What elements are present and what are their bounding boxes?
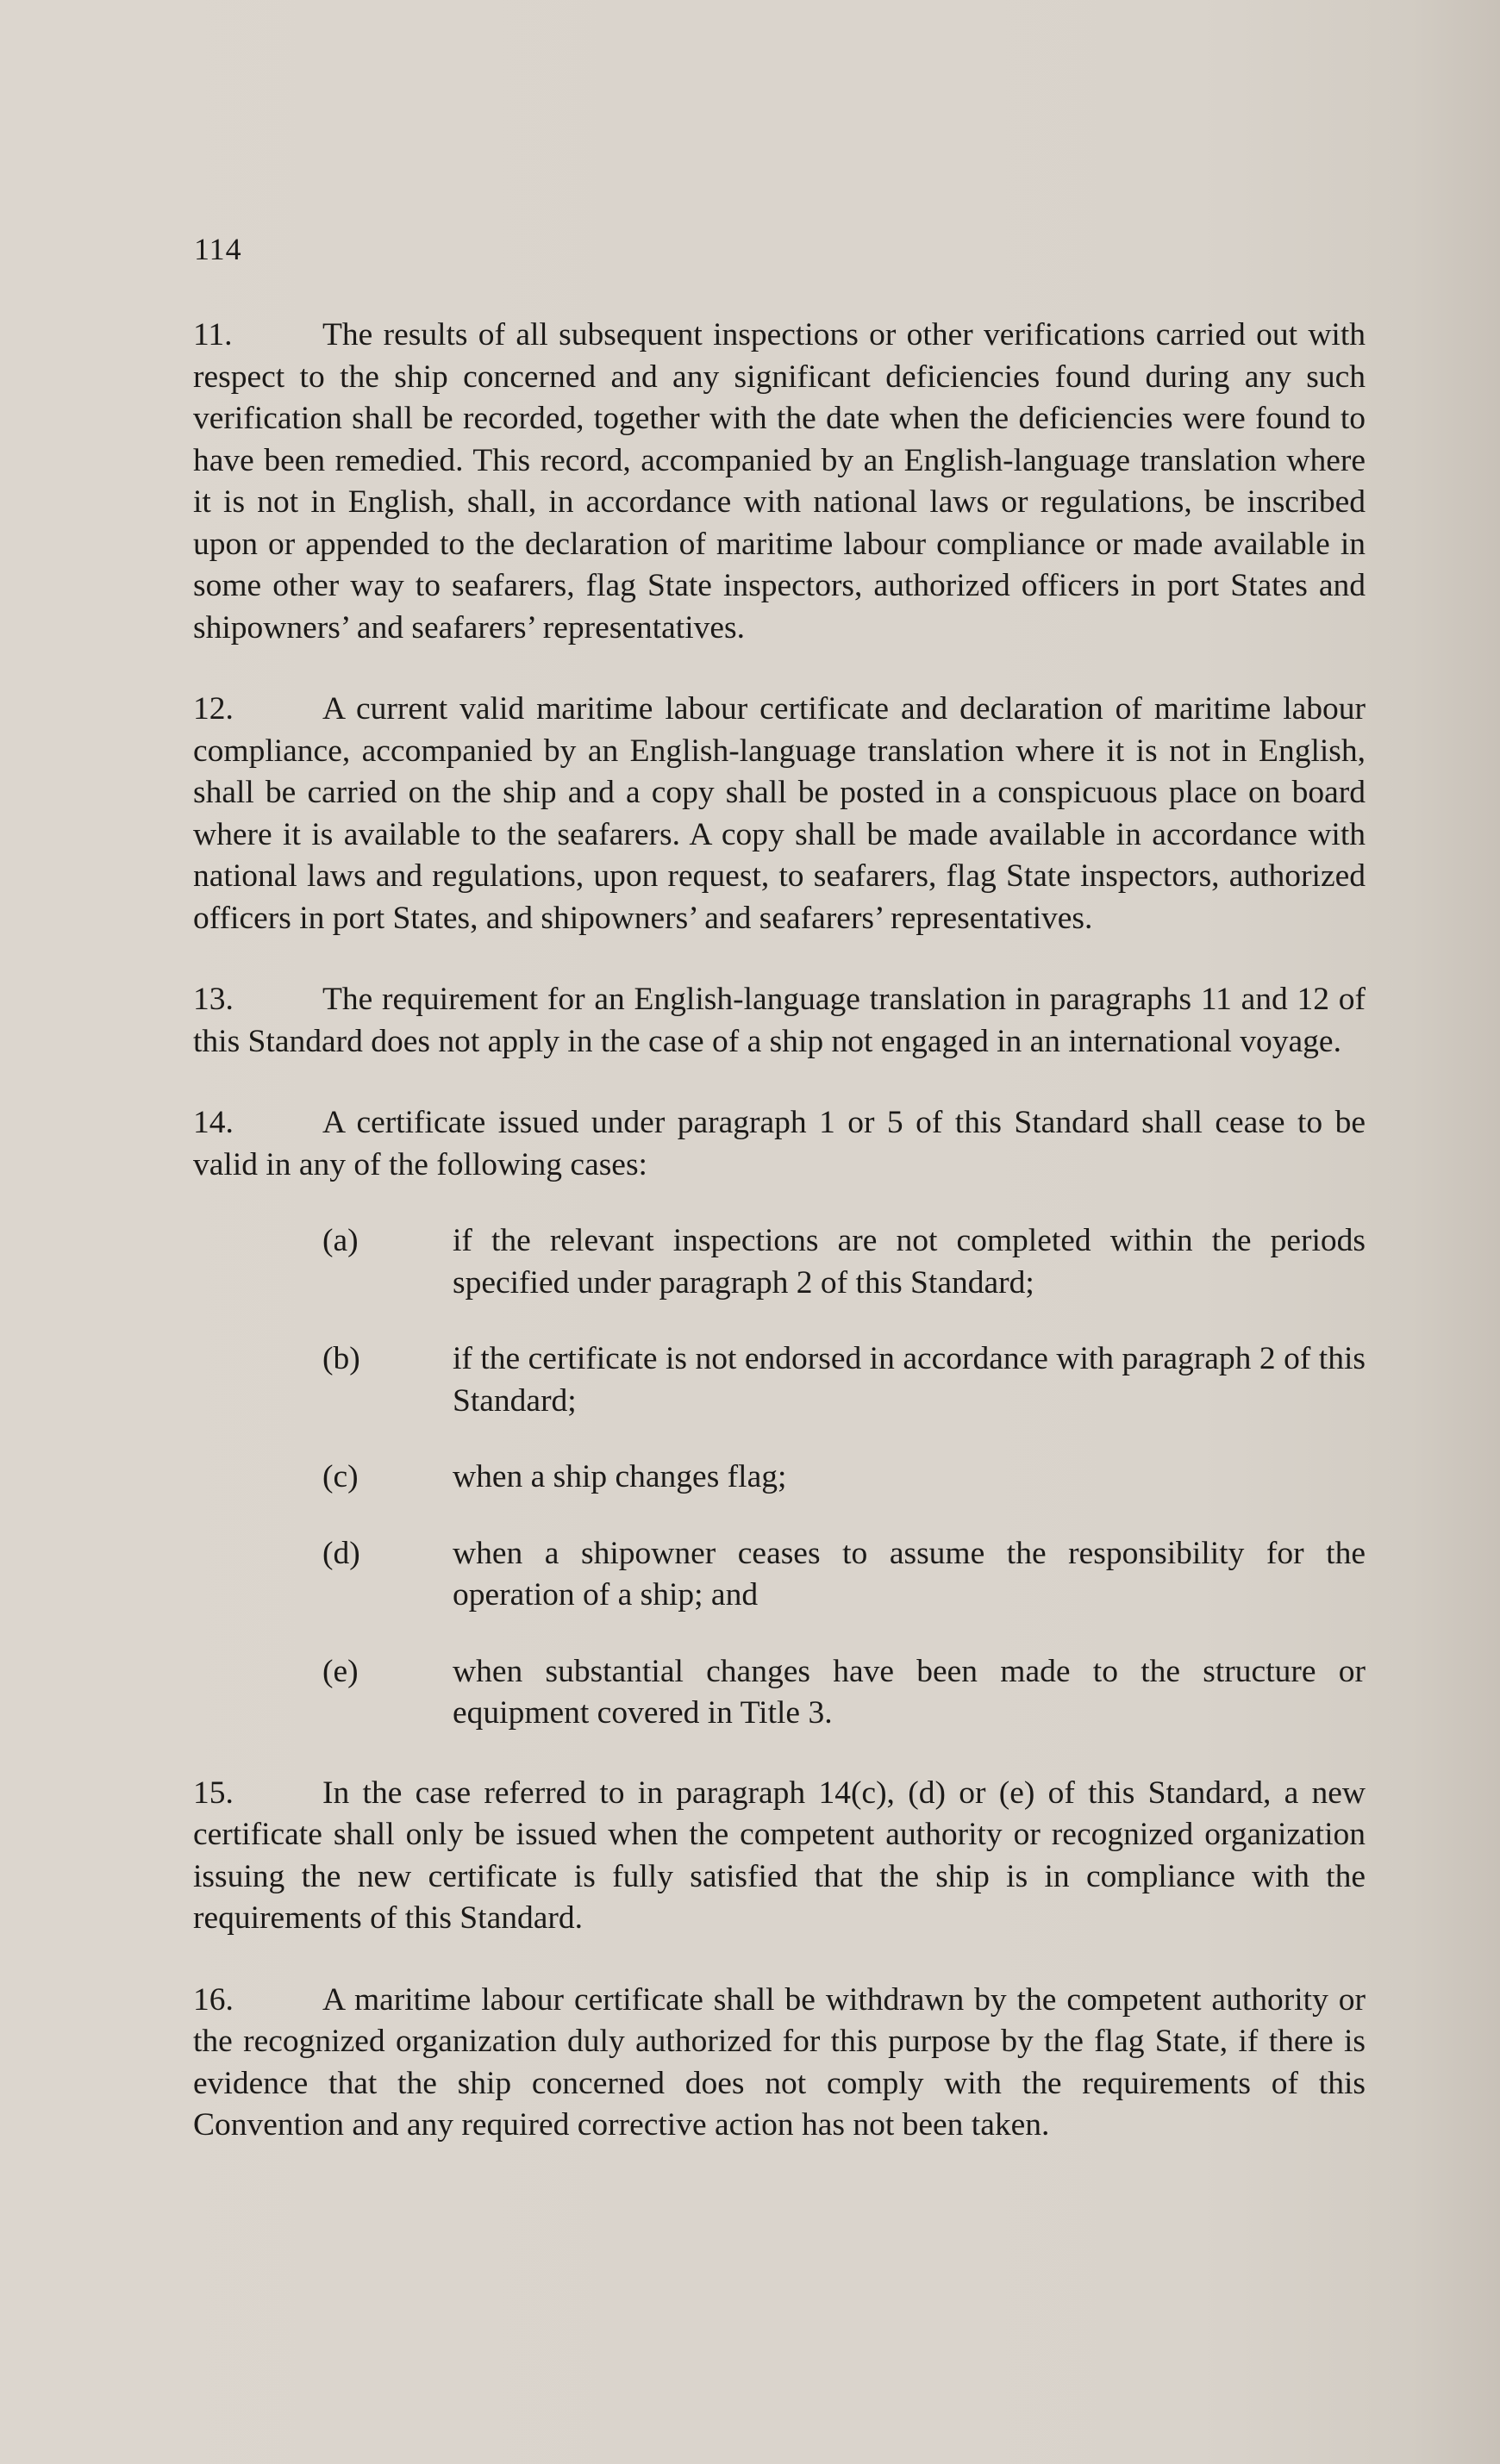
list-item-text: if the relevant inspections are not completed within the periods specified under paragraph 2 of this Standard;: [453, 1223, 1366, 1301]
paragraph-text: The requirement for an English-language translation in paragraphs 11 and 12 of this Standard does not apply in the case of a ship not engaged in an international voyage.: [193, 982, 1366, 1059]
list-item-d: [193, 1533, 1366, 1617]
paragraph-12: [193, 689, 1366, 939]
list-item-label: (d): [322, 1535, 360, 1571]
paragraph-14: [193, 1102, 1366, 1186]
paragraph-15: [193, 1773, 1366, 1940]
paragraph-text: A current valid maritime labour certificate and declaration of maritime labour compliance, accompanied by an English-language translation where it is not in English, shall be carried on the ship and a copy shall be posted in a conspicuous place on board where it is available to the seafarers. A copy shall be made available in accordance with national laws and regulations, upon request, to seafarers, flag State inspectors, authorized officers in port States, and shipowners’ and seafarers’ representatives.: [193, 691, 1366, 936]
list-item-label: (c): [322, 1459, 359, 1494]
list-item-c: [193, 1457, 1366, 1499]
list-item-label: (a): [322, 1223, 359, 1258]
cessation-cases-list: [193, 1220, 1366, 1735]
paragraph-text: In the case referred to in paragraph 14(c), (d) or (e) of this Standard, a new certificate shall only be issued when the competent authority or recognized organization issuing the new certificate is fully satisfied that the ship is in compliance with the requirements of this Standard.: [193, 1775, 1366, 1936]
list-item-a: [193, 1220, 1366, 1304]
list-item-e: [193, 1651, 1366, 1735]
page-content: [193, 315, 1366, 2186]
paragraph-number: 12.: [193, 691, 234, 727]
paragraph-11: [193, 315, 1366, 649]
paragraph-text: A certificate issued under paragraph 1 or 5 of this Standard shall cease to be valid in any of the following cases:: [193, 1105, 1366, 1182]
paragraph-text: A maritime labour certificate shall be withdrawn by the competent authority or the recognized organization duly authorized for this purpose by the flag State, if there is evidence that the ship concerned does not comply with the requirements of this Convention and any required corrective action has not been taken.: [193, 1981, 1366, 2143]
list-item-text: if the certificate is not endorsed in accordance with paragraph 2 of this Standard;: [453, 1341, 1366, 1419]
list-item-b: [193, 1338, 1366, 1422]
paragraph-number: 13.: [193, 982, 234, 1017]
list-item-text: when a ship changes flag;: [453, 1459, 787, 1494]
paragraph-text: The results of all subsequent inspections or other verifications carried out with respect to the ship concerned and any significant deficiencies found during any such verification shall be recorded, together with the date when the deficiencies were found to have been remedied. This record, accompanied by an English-language translation where it is not in English, shall, in accordance with national laws or regulations, be inscribed upon or appended to the declaration of maritime labour compliance or made available in some other way to seafarers, flag State inspectors, authorized officers in port States and shipowners’ and seafarers’ representatives.: [193, 317, 1366, 646]
paragraph-number: 11.: [193, 317, 233, 352]
paragraph-number: 14.: [193, 1105, 234, 1140]
paragraph-16: [193, 1980, 1366, 2147]
paragraph-number: 16.: [193, 1981, 234, 2018]
list-item-label: (e): [322, 1653, 359, 1689]
list-item-label: (b): [322, 1341, 360, 1376]
list-item-text: when substantial changes have been made to the structure or equipment covered in Title 3.: [453, 1653, 1366, 1731]
page-number: 114: [194, 232, 242, 266]
paragraph-number: 15.: [193, 1775, 234, 1811]
list-item-text: when a shipowner ceases to assume the responsibility for the operation of a ship; and: [453, 1535, 1366, 1613]
paragraph-13: [193, 979, 1366, 1063]
